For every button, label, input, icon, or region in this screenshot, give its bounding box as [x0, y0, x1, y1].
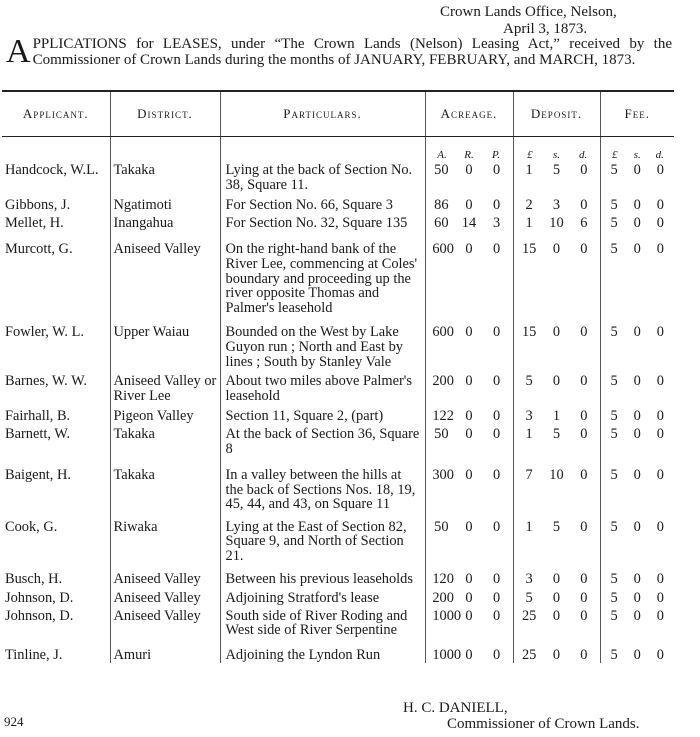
cell-deposit [513, 369, 600, 403]
table-row [2, 586, 674, 606]
cell-particulars: For Section No. 66, Square 3 [220, 192, 425, 213]
table-row [2, 161, 674, 192]
cell-deposit [513, 213, 600, 231]
cell-fee [600, 161, 674, 192]
acreage-part: 0 [493, 570, 501, 587]
fee-part: 0 [633, 324, 641, 341]
deposit-part: 1 [552, 408, 561, 425]
fee-part: 0 [633, 607, 641, 624]
deposit-part: 0 [580, 197, 588, 214]
cell-acreage [425, 403, 513, 424]
cell-district: Takaka [110, 456, 220, 512]
fee-part: 0 [656, 647, 664, 664]
cell-fee [600, 586, 674, 606]
table-row [2, 230, 674, 315]
cell-fee [600, 424, 674, 456]
acreage-part: 50 [434, 518, 449, 535]
deposit-part: 3 [552, 197, 561, 214]
cell-applicant: Barnes, W. W. [5, 373, 87, 390]
cell-deposit [513, 564, 600, 587]
cell-fee [600, 369, 674, 403]
acreage-part: 50 [434, 162, 449, 178]
fee-part: 0 [656, 518, 664, 535]
fee-part: 5 [610, 324, 618, 341]
fee-part: 5 [610, 570, 618, 587]
deposit-part: 3 [525, 408, 533, 425]
table-row [2, 192, 674, 213]
acreage-part: 600 [432, 241, 454, 258]
cell-deposit [513, 403, 600, 424]
table-row [2, 403, 674, 424]
header-district: District. [110, 91, 220, 137]
fee-part: 0 [633, 647, 641, 664]
cell-acreage [425, 424, 513, 456]
cell-applicant: Gibbons, J. [5, 197, 71, 214]
cell-applicant: Murcott, G. [5, 241, 73, 258]
acreage-part: 0 [465, 197, 473, 214]
page-number: 924 [4, 714, 24, 729]
acreage-part: 0 [465, 467, 473, 484]
unit-deposit-pounds: £ [527, 149, 533, 161]
deposit-part: 0 [580, 425, 588, 442]
acreage-part: 0 [493, 425, 501, 442]
acreage-part: 0 [493, 590, 501, 607]
fee-part: 5 [610, 590, 618, 607]
unit-fee-shillings: s. [633, 149, 641, 161]
acreage-part: 200 [432, 373, 454, 390]
cell-deposit [513, 161, 600, 192]
deposit-part: 0 [552, 570, 561, 587]
cell-deposit [513, 192, 600, 213]
cell-district: Aniseed Valley [110, 586, 220, 606]
fee-part: 0 [656, 373, 664, 390]
unit-acres: A. [437, 149, 447, 161]
fee-part: 0 [633, 590, 641, 607]
fee-part: 0 [633, 467, 641, 484]
cell-acreage [425, 369, 513, 403]
acreage-part: 122 [432, 408, 454, 425]
deposit-part: 0 [580, 570, 588, 587]
acreage-part: 0 [493, 241, 501, 258]
drop-cap: A [6, 33, 31, 70]
header-applicant: Applicant. [2, 91, 110, 137]
cell-applicant: Mellet, H. [5, 214, 64, 231]
table-header-row [2, 91, 674, 137]
table-row [2, 213, 674, 231]
cell-fee [600, 213, 674, 231]
acreage-part: 0 [465, 324, 473, 341]
acreage-part: 0 [493, 162, 501, 178]
cell-particulars: On the right-hand bank of the River Lee, commencing at Coles' boundary and proceeding up the river opposite Thomas and Palmer's leasehold [220, 230, 425, 315]
deposit-part: 25 [521, 607, 537, 624]
signature-block [403, 700, 640, 732]
cell-particulars: South side of River Roding and West side of River Serpentine [220, 606, 425, 638]
cell-district: Ngatimoti [110, 192, 220, 213]
cell-acreage [425, 315, 513, 369]
acreage-part: 0 [465, 425, 473, 442]
cell-applicant: Tinline, J. [5, 647, 63, 664]
cell-district: Aniseed Valley [110, 606, 220, 638]
fee-part: 5 [610, 408, 618, 425]
deposit-part: 1 [525, 425, 533, 442]
header-particulars: Particulars. [220, 91, 425, 137]
intro-paragraph [6, 33, 672, 70]
deposit-part: 7 [525, 467, 533, 484]
cell-deposit [513, 606, 600, 638]
table-row [2, 369, 674, 403]
cell-district: Amuri [110, 638, 220, 663]
cell-applicant: Cook, G. [5, 518, 58, 535]
cell-deposit [513, 638, 600, 663]
cell-district: Riwaka [110, 512, 220, 564]
cell-fee [600, 564, 674, 587]
deposit-part: 1 [525, 518, 533, 535]
deposit-part: 0 [580, 241, 588, 258]
cell-applicant: Johnson, D. [5, 590, 74, 607]
table-row [2, 315, 674, 369]
cell-deposit [513, 424, 600, 456]
fee-part: 0 [633, 425, 641, 442]
fee-part: 0 [656, 162, 664, 178]
fee-part: 0 [633, 373, 641, 390]
cell-particulars: About two miles above Palmer's leasehold [220, 369, 425, 403]
cell-district: Upper Waiau [110, 315, 220, 369]
unit-fee-pounds: £ [612, 149, 618, 161]
deposit-part: 0 [580, 324, 588, 341]
cell-acreage [425, 564, 513, 587]
deposit-part: 0 [580, 373, 588, 390]
acreage-part: 3 [493, 214, 501, 231]
fee-part: 0 [633, 570, 641, 587]
table-row [2, 606, 674, 638]
cell-deposit [513, 586, 600, 606]
acreage-part: 0 [465, 518, 473, 535]
fee-part: 0 [656, 241, 664, 258]
cell-district: Aniseed Valley [110, 564, 220, 587]
table-row [2, 424, 674, 456]
cell-acreage [425, 192, 513, 213]
deposit-part: 0 [580, 647, 588, 664]
header-acreage: Acreage. [425, 91, 513, 137]
cell-fee [600, 403, 674, 424]
acreage-part: 86 [434, 197, 449, 214]
office-name: Crown Lands Office, Nelson, [440, 4, 617, 20]
cell-applicant: Johnson, D. [5, 607, 74, 624]
cell-fee [600, 230, 674, 315]
fee-part: 5 [610, 373, 618, 390]
cell-fee [600, 456, 674, 512]
deposit-part: 5 [552, 518, 561, 535]
cell-acreage [425, 456, 513, 512]
fee-part: 5 [610, 518, 618, 535]
deposit-part: 5 [552, 425, 561, 442]
cell-district: Takaka [110, 424, 220, 456]
acreage-part: 0 [493, 373, 501, 390]
cell-acreage [425, 512, 513, 564]
acreage-part: 0 [465, 162, 473, 178]
deposit-part: 0 [580, 162, 588, 178]
acreage-part: 60 [434, 214, 449, 231]
acreage-part: 0 [493, 607, 501, 624]
cell-fee [600, 638, 674, 663]
cell-fee [600, 192, 674, 213]
cell-acreage [425, 213, 513, 231]
table-row [2, 638, 674, 663]
fee-part: 0 [633, 197, 641, 214]
fee-part: 0 [656, 467, 664, 484]
cell-district: Pigeon Valley [110, 403, 220, 424]
deposit-part: 0 [552, 590, 561, 607]
deposit-part: 15 [521, 324, 537, 341]
unit-roods: R. [464, 149, 474, 161]
acreage-part: 0 [465, 647, 473, 664]
fee-part: 5 [610, 197, 618, 214]
cell-acreage [425, 586, 513, 606]
deposit-part: 5 [525, 373, 533, 390]
fee-part: 0 [656, 607, 664, 624]
cell-particulars: Adjoining Stratford's lease [220, 586, 425, 606]
acreage-part: 0 [493, 518, 501, 535]
header-fee: Fee. [600, 91, 674, 137]
acreage-part: 1000 [432, 647, 462, 664]
cell-acreage [425, 230, 513, 315]
units-row [2, 137, 674, 162]
cell-district: Aniseed Valley [110, 230, 220, 315]
acreage-part: 50 [434, 425, 449, 442]
deposit-part: 1 [525, 214, 533, 231]
cell-acreage [425, 638, 513, 663]
cell-deposit [513, 315, 600, 369]
acreage-part: 600 [432, 324, 454, 341]
unit-deposit-shillings: s. [552, 149, 560, 161]
cell-applicant: Barnett, W. [5, 425, 71, 442]
acreage-part: 0 [465, 373, 473, 390]
cell-applicant: Baigent, H. [5, 467, 71, 484]
acreage-part: 0 [465, 570, 473, 587]
cell-particulars: In a valley between the hills at the back of Sections Nos. 18, 19, 45, 44, and 43, on Square 11 [220, 456, 425, 512]
cell-fee [600, 315, 674, 369]
cell-particulars: Lying at the back of Section No. 38, Square 11. [220, 161, 425, 192]
fee-part: 0 [633, 214, 641, 231]
deposit-part: 0 [552, 373, 561, 390]
acreage-part: 14 [461, 214, 477, 231]
acreage-part: 120 [432, 570, 454, 587]
fee-part: 5 [610, 214, 618, 231]
cell-particulars: Lying at the East of Section 82, Square 9, and North of Section 21. [220, 512, 425, 564]
acreage-part: 0 [493, 197, 501, 214]
cell-particulars: Bounded on the West by Lake Guyon run ; North and East by lines ; South by Stanley Vale [220, 315, 425, 369]
deposit-part: 1 [525, 162, 533, 178]
deposit-part: 0 [580, 607, 588, 624]
cell-deposit [513, 230, 600, 315]
cell-particulars: At the back of Section 36, Square 8 [220, 424, 425, 456]
cell-district: Aniseed Valley or River Lee [110, 369, 220, 403]
fee-part: 0 [656, 408, 664, 425]
cell-particulars: Adjoining the Lyndon Run [220, 638, 425, 663]
deposit-part: 0 [580, 518, 588, 535]
deposit-part: 10 [549, 467, 564, 484]
acreage-part: 0 [465, 408, 473, 425]
cell-applicant: Handcock, W.L. [5, 162, 99, 178]
fee-part: 0 [656, 197, 664, 214]
deposit-part: 5 [552, 162, 561, 178]
cell-district: Inangahua [110, 213, 220, 231]
cell-district: Takaka [110, 161, 220, 192]
fee-part: 0 [633, 408, 641, 425]
cell-applicant: Busch, H. [5, 570, 63, 587]
fee-part: 0 [656, 214, 664, 231]
acreage-part: 200 [432, 590, 454, 607]
cell-deposit [513, 456, 600, 512]
acreage-part: 0 [465, 241, 473, 258]
unit-fee-pence: d. [655, 149, 664, 161]
fee-part: 0 [633, 518, 641, 535]
fee-part: 5 [610, 467, 618, 484]
deposit-part: 3 [525, 570, 533, 587]
deposit-part: 2 [525, 197, 533, 214]
deposit-part: 15 [521, 241, 537, 258]
cell-applicant: Fairhall, B. [5, 408, 71, 425]
deposit-part: 5 [525, 590, 533, 607]
signatory-name: H. C. DANIELL, [403, 700, 508, 716]
cell-acreage [425, 606, 513, 638]
table-row [2, 456, 674, 512]
deposit-part: 0 [580, 590, 588, 607]
deposit-part: 0 [580, 408, 588, 425]
deposit-part: 6 [580, 214, 588, 231]
fee-part: 5 [610, 425, 618, 442]
acreage-part: 1000 [432, 607, 462, 624]
acreage-part: 0 [465, 607, 473, 624]
unit-deposit-pence: d. [579, 149, 588, 161]
deposit-part: 25 [521, 647, 537, 664]
table-row [2, 564, 674, 587]
leases-table [2, 90, 674, 663]
fee-part: 0 [633, 241, 641, 258]
signatory-title: Commissioner of Crown Lands. [447, 716, 640, 732]
deposit-part: 0 [580, 467, 588, 484]
deposit-part: 0 [552, 607, 561, 624]
office-date: April 3, 1873. [503, 21, 588, 37]
intro-text: PPLICATIONS for LEASES, under “The Crown Lands (Nelson) Leasing Act,” received by the Commissioner of Crown Lands during the months of JANUARY, FEBRUARY, and MARCH, 1873. [32, 36, 672, 68]
fee-part: 0 [656, 324, 664, 341]
deposit-part: 0 [552, 324, 561, 341]
cell-fee [600, 606, 674, 638]
office-heading [440, 4, 617, 38]
cell-deposit [513, 512, 600, 564]
unit-perches: P. [491, 149, 501, 161]
acreage-part: 0 [493, 324, 501, 341]
fee-part: 0 [633, 162, 641, 178]
fee-part: 0 [656, 590, 664, 607]
acreage-part: 0 [493, 408, 501, 425]
acreage-part: 0 [465, 590, 473, 607]
acreage-part: 300 [432, 467, 454, 484]
fee-part: 5 [610, 607, 618, 624]
fee-part: 5 [610, 241, 618, 258]
fee-part: 0 [656, 425, 664, 442]
deposit-part: 10 [549, 214, 564, 231]
cell-applicant: Fowler, W. L. [5, 324, 84, 341]
cell-fee [600, 512, 674, 564]
fee-part: 5 [610, 162, 618, 178]
acreage-part: 0 [493, 647, 501, 664]
cell-particulars: For Section No. 32, Square 135 [220, 213, 425, 231]
deposit-part: 0 [552, 647, 561, 664]
deposit-part: 0 [552, 241, 561, 258]
cell-particulars: Section 11, Square 2, (part) [220, 403, 425, 424]
header-deposit: Deposit. [513, 91, 600, 137]
fee-part: 0 [656, 570, 664, 587]
fee-part: 5 [610, 647, 618, 664]
acreage-part: 0 [493, 467, 501, 484]
cell-acreage [425, 161, 513, 192]
table-row [2, 512, 674, 564]
cell-particulars: Between his previous leaseholds [220, 564, 425, 587]
